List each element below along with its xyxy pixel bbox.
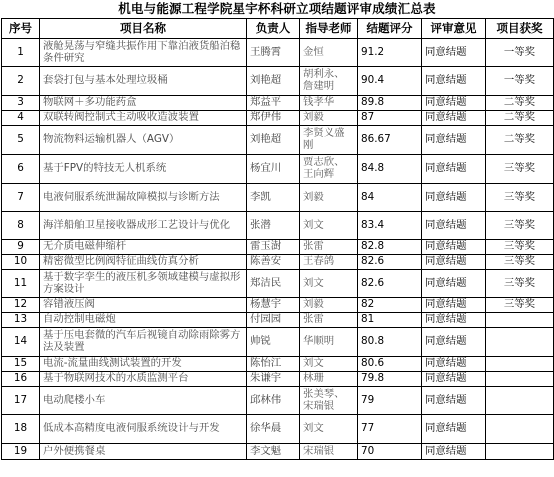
cell-leader: 徐华晨 — [247, 415, 300, 444]
cell-leader: 邱林伟 — [247, 387, 300, 415]
table-row — [2, 184, 554, 212]
header-award: 项目获奖 — [486, 19, 554, 39]
cell-project-name: 无介质电磁伸缩杆 — [40, 240, 247, 255]
cell-leader: 陈怡江 — [247, 357, 300, 372]
cell-advisor: 刘毅 — [300, 184, 358, 212]
cell-opinion: 同意结题 — [422, 372, 486, 387]
cell-no: 12 — [2, 298, 40, 313]
cell-advisor: 刘文 — [300, 270, 358, 298]
cell-award: 三等奖 — [486, 298, 554, 313]
cell-no: 2 — [2, 67, 40, 96]
cell-no: 14 — [2, 328, 40, 357]
cell-opinion: 同意结题 — [422, 387, 486, 415]
cell-score: 82 — [358, 298, 422, 313]
cell-score: 84.8 — [358, 155, 422, 184]
cell-award: 二等奖 — [486, 126, 554, 155]
cell-opinion: 同意结题 — [422, 155, 486, 184]
table-row — [2, 155, 554, 184]
cell-advisor: 王春鸽 — [300, 255, 358, 270]
table-row — [2, 111, 554, 126]
cell-score: 91.2 — [358, 39, 422, 67]
cell-opinion: 同意结题 — [422, 240, 486, 255]
cell-advisor: 张雷 — [300, 313, 358, 328]
cell-advisor: 张美琴、宋瑞银 — [300, 387, 358, 415]
cell-score: 70 — [358, 444, 422, 460]
header-leader: 负责人 — [247, 19, 300, 39]
table-row — [2, 313, 554, 328]
cell-score: 77 — [358, 415, 422, 444]
cell-project-name: 容错液压阀 — [40, 298, 247, 313]
header-score: 结题评分 — [358, 19, 422, 39]
cell-no: 13 — [2, 313, 40, 328]
cell-project-name: 物联网＋多功能药盒 — [40, 96, 247, 111]
cell-score: 86.67 — [358, 126, 422, 155]
table-row — [2, 372, 554, 387]
cell-score: 80.8 — [358, 328, 422, 357]
cell-no: 9 — [2, 240, 40, 255]
cell-opinion: 同意结题 — [422, 444, 486, 460]
cell-leader: 帅锐 — [247, 328, 300, 357]
table-row — [2, 255, 554, 270]
cell-leader: 郑益平 — [247, 96, 300, 111]
table-row — [2, 212, 554, 240]
table-row — [2, 39, 554, 67]
cell-project-name: 电动爬楼小车 — [40, 387, 247, 415]
cell-award: 一等奖 — [486, 67, 554, 96]
cell-advisor: 刘文 — [300, 212, 358, 240]
cell-advisor: 刘文 — [300, 415, 358, 444]
cell-leader: 陈善安 — [247, 255, 300, 270]
cell-no: 1 — [2, 39, 40, 67]
cell-leader: 杨慧宇 — [247, 298, 300, 313]
cell-leader: 张潜 — [247, 212, 300, 240]
table-row — [2, 444, 554, 460]
cell-award: 二等奖 — [486, 111, 554, 126]
cell-opinion: 同意结题 — [422, 96, 486, 111]
cell-opinion: 同意结题 — [422, 313, 486, 328]
cell-score: 81 — [358, 313, 422, 328]
cell-score: 84 — [358, 184, 422, 212]
header-row — [2, 19, 554, 39]
cell-opinion: 同意结题 — [422, 39, 486, 67]
cell-score: 83.4 — [358, 212, 422, 240]
cell-no: 18 — [2, 415, 40, 444]
cell-advisor: 金恒 — [300, 39, 358, 67]
cell-score: 87 — [358, 111, 422, 126]
table-row — [2, 270, 554, 298]
cell-score: 82.6 — [358, 270, 422, 298]
cell-opinion: 同意结题 — [422, 328, 486, 357]
cell-advisor: 宋瑞银 — [300, 444, 358, 460]
header-opinion: 评审意见 — [422, 19, 486, 39]
cell-project-name: 基于FPV的特技无人机系统 — [40, 155, 247, 184]
cell-no: 3 — [2, 96, 40, 111]
cell-leader: 杨宜川 — [247, 155, 300, 184]
cell-award — [486, 415, 554, 444]
cell-no: 7 — [2, 184, 40, 212]
cell-opinion: 同意结题 — [422, 255, 486, 270]
cell-project-name: 套袋打包与基本处理垃圾桶 — [40, 67, 247, 96]
cell-project-name: 海洋船舶卫星接收器成形工艺设计与优化 — [40, 212, 247, 240]
cell-leader: 郑洁民 — [247, 270, 300, 298]
cell-award — [486, 387, 554, 415]
cell-no: 11 — [2, 270, 40, 298]
cell-project-name: 液舱晃荡与窄缝共振作用下靠泊液货船泊稳条件研究 — [40, 39, 247, 67]
table-row — [2, 240, 554, 255]
cell-leader: 付园园 — [247, 313, 300, 328]
cell-opinion: 同意结题 — [422, 111, 486, 126]
cell-score: 79 — [358, 387, 422, 415]
cell-score: 90.4 — [358, 67, 422, 96]
cell-opinion: 同意结题 — [422, 270, 486, 298]
cell-opinion: 同意结题 — [422, 415, 486, 444]
cell-score: 82.8 — [358, 240, 422, 255]
cell-no: 4 — [2, 111, 40, 126]
header-name: 项目名称 — [40, 19, 247, 39]
cell-no: 5 — [2, 126, 40, 155]
cell-opinion: 同意结题 — [422, 357, 486, 372]
table-row — [2, 96, 554, 111]
cell-no: 6 — [2, 155, 40, 184]
cell-no: 19 — [2, 444, 40, 460]
cell-award: 三等奖 — [486, 240, 554, 255]
cell-project-name: 户外便携餐桌 — [40, 444, 247, 460]
cell-advisor: 林珊 — [300, 372, 358, 387]
table-row — [2, 67, 554, 96]
cell-opinion: 同意结题 — [422, 184, 486, 212]
cell-score: 79.8 — [358, 372, 422, 387]
cell-no: 16 — [2, 372, 40, 387]
cell-leader: 李文魁 — [247, 444, 300, 460]
cell-leader: 王腾霄 — [247, 39, 300, 67]
cell-leader: 刘艳超 — [247, 126, 300, 155]
cell-project-name: 基于物联网技术的水质监测平台 — [40, 372, 247, 387]
cell-leader: 雷玉澍 — [247, 240, 300, 255]
cell-award — [486, 444, 554, 460]
cell-advisor: 贾志欣、王向辉 — [300, 155, 358, 184]
cell-project-name: 基于数字孪生的液压机多领域建模与虚拟形方案设计 — [40, 270, 247, 298]
cell-score: 80.6 — [358, 357, 422, 372]
cell-project-name: 物流物料运输机器人（AGV） — [40, 126, 247, 155]
table-row — [2, 387, 554, 415]
cell-award: 三等奖 — [486, 184, 554, 212]
results-table — [1, 18, 554, 460]
cell-advisor: 张雷 — [300, 240, 358, 255]
cell-award: 三等奖 — [486, 212, 554, 240]
cell-no: 8 — [2, 212, 40, 240]
cell-project-name: 双联转阀控制式主动吸收造波装置 — [40, 111, 247, 126]
cell-advisor: 钱孝华 — [300, 96, 358, 111]
cell-award: 一等奖 — [486, 39, 554, 67]
table-row — [2, 328, 554, 357]
cell-project-name: 基于压电套微的汽车后视镜自动除雨除雾方法及装置 — [40, 328, 247, 357]
cell-advisor: 李贤义盛刚 — [300, 126, 358, 155]
cell-advisor: 刘文 — [300, 357, 358, 372]
cell-no: 17 — [2, 387, 40, 415]
cell-award: 三等奖 — [486, 155, 554, 184]
cell-project-name: 电液伺服系统泄漏故障模拟与诊断方法 — [40, 184, 247, 212]
cell-advisor: 胡利永、詹建明 — [300, 67, 358, 96]
header-advisor: 指导老师 — [300, 19, 358, 39]
cell-award — [486, 357, 554, 372]
header-no: 序号 — [2, 19, 40, 39]
table-row — [2, 357, 554, 372]
cell-leader: 朱谦宇 — [247, 372, 300, 387]
table-row — [2, 298, 554, 313]
cell-award — [486, 313, 554, 328]
cell-project-name: 精密微型比例阀特征曲线仿真分析 — [40, 255, 247, 270]
page-title: 机电与能源工程学院星宇杯科研立项结题评审成绩汇总表 — [118, 1, 436, 16]
cell-advisor: 华顺明 — [300, 328, 358, 357]
cell-award: 三等奖 — [486, 270, 554, 298]
cell-award — [486, 372, 554, 387]
cell-project-name: 电流-流量曲线测试装置的开发 — [40, 357, 247, 372]
cell-project-name: 自动控制电磁炮 — [40, 313, 247, 328]
cell-advisor: 刘毅 — [300, 111, 358, 126]
cell-opinion: 同意结题 — [422, 212, 486, 240]
cell-project-name: 低成本高精度电液伺服系统设计与开发 — [40, 415, 247, 444]
cell-award: 二等奖 — [486, 96, 554, 111]
cell-no: 10 — [2, 255, 40, 270]
cell-award: 三等奖 — [486, 255, 554, 270]
cell-leader: 李凯 — [247, 184, 300, 212]
cell-score: 89.8 — [358, 96, 422, 111]
cell-opinion: 同意结题 — [422, 67, 486, 96]
cell-score: 82.6 — [358, 255, 422, 270]
cell-no: 15 — [2, 357, 40, 372]
cell-opinion: 同意结题 — [422, 298, 486, 313]
cell-opinion: 同意结题 — [422, 126, 486, 155]
cell-leader: 郑伊伟 — [247, 111, 300, 126]
cell-advisor: 刘毅 — [300, 298, 358, 313]
cell-leader: 刘艳超 — [247, 67, 300, 96]
table-row — [2, 415, 554, 444]
table-row — [2, 126, 554, 155]
cell-award — [486, 328, 554, 357]
